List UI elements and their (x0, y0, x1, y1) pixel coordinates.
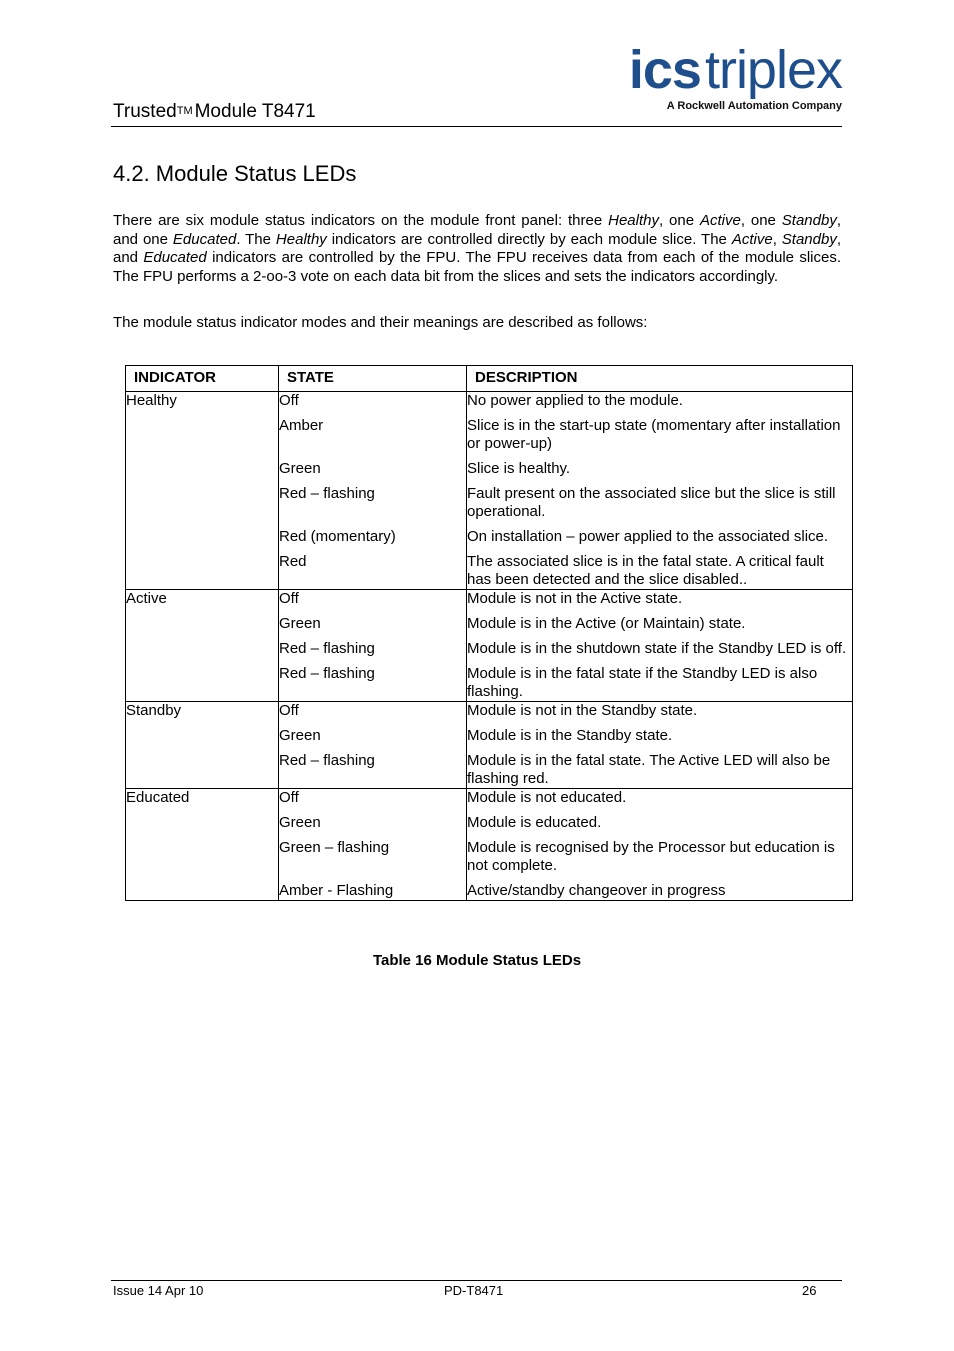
description-entry: On installation – power applied to the associated slice. (467, 528, 829, 545)
state-entry: Amber - Flashing (279, 882, 394, 899)
state-entry: Green (279, 727, 321, 744)
description-entry: Module is in the fatal state. The Active LED will also be flashing red. (467, 752, 831, 787)
company-logo (582, 42, 842, 112)
table-caption: Table 16 Module Status LEDs (372, 952, 582, 969)
indicator-cell: Healthy (126, 392, 279, 590)
text-run: , one (740, 212, 782, 229)
text-run: , and (113, 230, 842, 267)
state-cell (279, 702, 467, 789)
description-entry: Slice is in the start-up state (momentary after installation or power-up) (467, 417, 841, 452)
description-cell (467, 590, 853, 702)
description-cell (467, 392, 853, 590)
text-run: . The (236, 230, 276, 248)
text-run: indicators are controlled directly by each module slice. The (326, 230, 732, 248)
table-header-row (126, 366, 853, 392)
indicator-cell: Educated (126, 789, 279, 901)
state-entry: Red – flashing (279, 640, 375, 657)
description-entry: Module is recognised by the Processor but education is not complete. (467, 839, 835, 874)
header-state: STATE (279, 366, 467, 392)
description-entry: No power applied to the module. (467, 392, 683, 409)
state-entry: Off (279, 789, 299, 806)
table-row (126, 702, 853, 789)
indicator-cell: Standby (126, 702, 279, 789)
table-row (126, 789, 853, 901)
footer-page-number: 26 (802, 1283, 817, 1298)
state-entry: Off (279, 590, 299, 607)
logo-tagline: A Rockwell Automation Company (666, 100, 842, 112)
table-intro-paragraph: The module status indicator modes and their meanings are described as follows: (113, 314, 648, 331)
module-status-table (125, 365, 853, 901)
header-description: DESCRIPTION (467, 366, 853, 392)
indicator-cell: Active (126, 590, 279, 702)
state-cell (279, 392, 467, 590)
italic-term: Healthy (275, 230, 327, 248)
state-entry: Red – flashing (279, 665, 375, 682)
description-entry: Module is not in the Standby state. (467, 702, 698, 719)
description-cell (467, 789, 853, 901)
logo-wordmark (582, 42, 842, 98)
description-entry: Module is in the Standby state. (467, 727, 673, 744)
text-run: , and one (113, 212, 842, 248)
logo-triplex: triplex (704, 40, 842, 100)
state-entry: Green (279, 814, 321, 831)
description-entry: Module is educated. (467, 814, 602, 831)
description-entry: Module is in the shutdown state if the Standby LED is off. (467, 640, 847, 657)
state-entry: Red – flashing (279, 752, 375, 769)
description-entry: Slice is healthy. (467, 460, 571, 477)
text-run: , (772, 230, 782, 248)
description-entry: Module is not in the Active state. (467, 590, 683, 607)
text-run: indicators are controlled by the FPU. The FPU receives data from each of the module slices. The FPU performs a 2-oo-3 vote on each data bit from the slices and sets the indicators accordingly. (113, 249, 842, 285)
footer-doc-id: PD-T8471 (444, 1283, 504, 1298)
state-entry: Off (279, 702, 299, 719)
logo-ics: ics (628, 40, 701, 100)
italic-term: Active (699, 212, 741, 229)
header-indicator: INDICATOR (126, 366, 279, 392)
footer-issue: Issue 14 Apr 10 (113, 1283, 204, 1298)
italic-term: Active (731, 230, 773, 248)
italic-term: Standby (781, 230, 837, 248)
text-run: There are six module status indicators on the module front panel: three (113, 212, 609, 229)
header-title-suffix: Module T8471 (194, 101, 316, 122)
intro-paragraph (113, 212, 841, 286)
italic-term: Educated (172, 230, 237, 248)
description-cell (467, 702, 853, 789)
description-entry: The associated slice is in the fatal state. A critical fault has been detected and the slice disabled.. (467, 553, 824, 588)
text-run: , one (658, 212, 700, 229)
state-entry: Red (momentary) (279, 528, 396, 545)
footer-divider (111, 1280, 842, 1281)
header-title (113, 100, 316, 126)
trademark-superscript: TM (176, 105, 193, 117)
state-entry: Off (279, 392, 299, 409)
italic-term: Educated (143, 249, 207, 267)
state-entry: Green (279, 615, 321, 632)
state-entry: Red (279, 553, 307, 570)
state-entry: Red – flashing (279, 485, 375, 502)
table-row (126, 590, 853, 702)
header-divider (111, 126, 842, 127)
description-entry: Module is in the Active (or Maintain) state. (467, 615, 746, 632)
state-cell (279, 789, 467, 901)
section-title: 4.2. Module Status LEDs (113, 161, 357, 186)
description-entry: Fault present on the associated slice but the slice is still operational. (467, 485, 836, 520)
state-cell (279, 590, 467, 702)
description-entry: Module is not educated. (467, 789, 627, 806)
table-row (126, 392, 853, 590)
italic-term: Healthy (608, 212, 659, 229)
state-entry: Green (279, 460, 321, 477)
description-entry: Active/standby changeover in progress (467, 882, 726, 899)
state-entry: Green – flashing (279, 839, 390, 856)
description-entry: Module is in the fatal state if the Standby LED is also flashing. (467, 665, 818, 700)
italic-term: Standby (781, 212, 837, 229)
state-entry: Amber (279, 417, 324, 434)
header-title-prefix: Trusted (113, 101, 177, 122)
